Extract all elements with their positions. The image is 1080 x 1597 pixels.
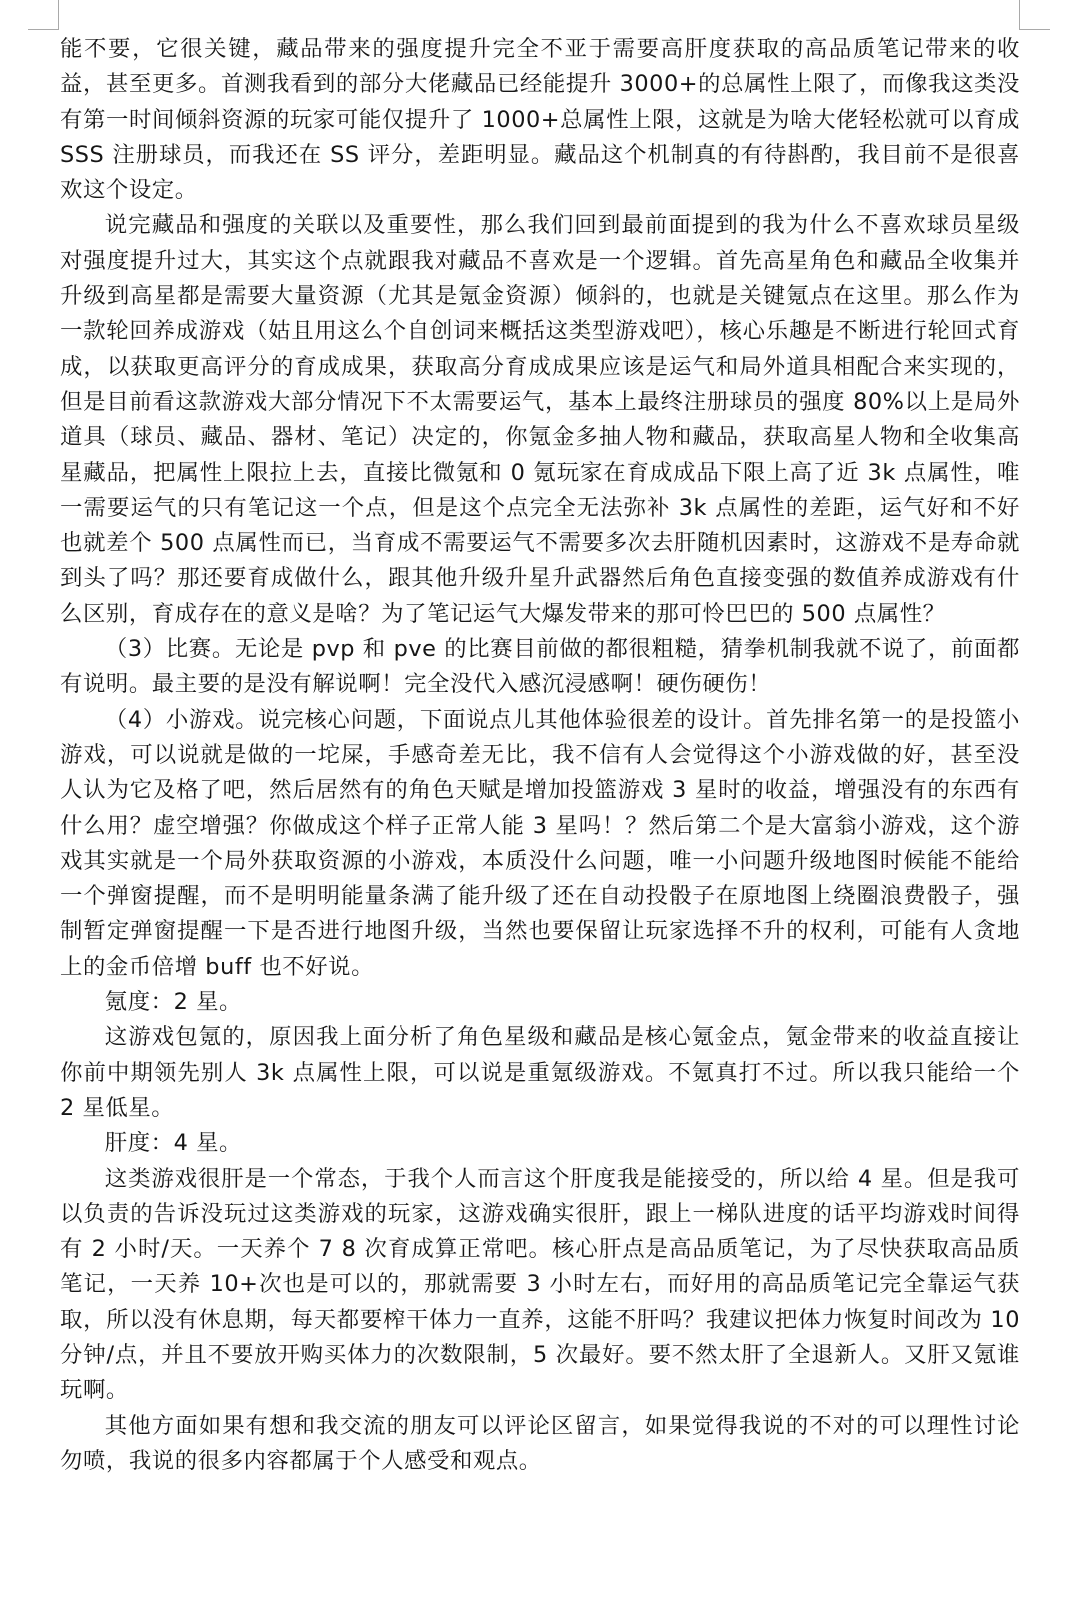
crop-mark-top-right-vertical	[1019, 0, 1020, 30]
heading-grind-rating: 肝度：4 星。	[104, 1130, 242, 1157]
crop-mark-top-left-vertical	[58, 0, 59, 30]
paragraph-grind-explanation: 这类游戏很肝是一个常态，于我个人而言这个肝度我是能接受的，所以给 4 星。但是我可以负责的告诉没玩过这类游戏的玩家，这游戏确实很肝，跟上一梯队进度的话平均游戏时间得有 2 小时/天。一天养个 7 8 次育成算正常吧。核心肝点是高品质笔记，为了尽快获取高品质笔记，一天养 10+次也是可以的，那就需要 3 小时左右，而好用的高品质笔记完全靠运气获取，所以没有休息期，每天都要榨干体力一直养，这能不肝吗？我建议把体力恢复时间改为 10 分钟/点，并且不要放开购买体力的次数限制，5 次最好。要不然太肝了全退新人。又肝又氪谁玩啊。	[60, 1165, 1020, 1404]
crop-mark-top-right-horizontal	[1019, 29, 1050, 30]
paragraph-collectibles-conclusion: 能不要，它很关键，藏品带来的强度提升完全不亚于需要高肝度获取的高品质笔记带来的收益，甚至更多。首测我看到的部分大佬藏品已经能提升 3000+的总属性上限了，而像我这类没有第一时间倾斜资源的玩家可能仅提升了 1000+总属性上限，这就是为啥大佬轻松就可以育成 SSS 注册球员，而我还在 SS 评分，差距明显。藏品这个机制真的有待斟酌，我目前不是很喜欢这个设定。	[60, 36, 1020, 204]
paragraph-closing-remarks: 其他方面如果有想和我交流的朋友可以评论区留言，如果觉得我说的不对的可以理性讨论勿喷，我说的很多内容都属于个人感受和观点。	[60, 1412, 1020, 1474]
paragraph-spending-explanation: 这游戏包氪的，原因我上面分析了角色星级和藏品是核心氪金点，氪金带来的收益直接让你前中期领先别人 3k 点属性上限，可以说是重氪级游戏。不氪真打不过。所以我只能给一个 2 星低星。	[60, 1024, 1020, 1121]
paragraph-minigames: （4）小游戏。说完核心问题，下面说点儿其他体验很差的设计。首先排名第一的是投篮小游戏，可以说就是做的一坨屎，手感奇差无比，我不信有人会觉得这个小游戏做的好，甚至没人认为它及格了吧，然后居然有的角色天赋是增加投篮游戏 3 星时的收益，增强没有的东西有什么用？虚空增强？你做成这个样子正常人能 3 星吗！？然后第二个是大富翁小游戏，这个游戏其实就是一个局外获取资源的小游戏，本质没什么问题，唯一小问题升级地图时候能不能给一个弹窗提醒，而不是明明能量条满了能升级了还在自动投骰子在原地图上绕圈浪费骰子，强制暂定弹窗提醒一下是否进行地图升级，当然也要保留让玩家选择不升的权利，可能有人贪地上的金币倍增 buff 也不好说。	[60, 706, 1020, 980]
heading-spending-rating: 氪度：2 星。	[104, 989, 242, 1016]
paragraph-star-level-analysis: 说完藏品和强度的关联以及重要性，那么我们回到最前面提到的我为什么不喜欢球员星级对强度提升过大，其实这个点就跟我对藏品不喜欢是一个逻辑。首先高星角色和藏品全收集并升级到高星都是需要大量资源（尤其是氪金资源）倾斜的，也就是关键氪点在这里。那么作为一款轮回养成游戏（姑且用这么个自创词来概括这类型游戏吧），核心乐趣是不断进行轮回式育成，以获取更高评分的育成成果，获取高分育成成果应该是运气和局外道具相配合来实现的，但是目前看这款游戏大部分情况下不太需要运气，基本上最终注册球员的强度 80%以上是局外道具（球员、藏品、器材、笔记）决定的，你氪金多抽人物和藏品，获取高星人物和全收集高星藏品，把属性上限拉上去，直接比微氪和 0 氪玩家在育成成品下限上高了近 3k 点属性，唯一需要运气的只有笔记这一个点，但是这个点完全无法弥补 3k 点属性的差距，运气好和不好也就差个 500 点属性而已，当育成不需要运气不需要多次去肝随机因素时，这游戏不是寿命就到头了吗？那还要育成做什么，跟其他升级升星升武器然后角色直接变强的数值养成游戏有什么区别，育成存在的意义是啥？为了笔记运气大爆发带来的那可怜巴巴的 500 点属性？	[60, 212, 1020, 627]
crop-mark-top-left-horizontal	[28, 29, 59, 30]
document-body	[60, 32, 1020, 1479]
paragraph-matches: （3）比赛。无论是 pvp 和 pve 的比赛目前做的都很粗糙，猜拳机制我就不说了，前面都有说明。最主要的是没有解说啊！完全没代入感沉浸感啊！硬伤硬伤！	[60, 636, 1020, 698]
